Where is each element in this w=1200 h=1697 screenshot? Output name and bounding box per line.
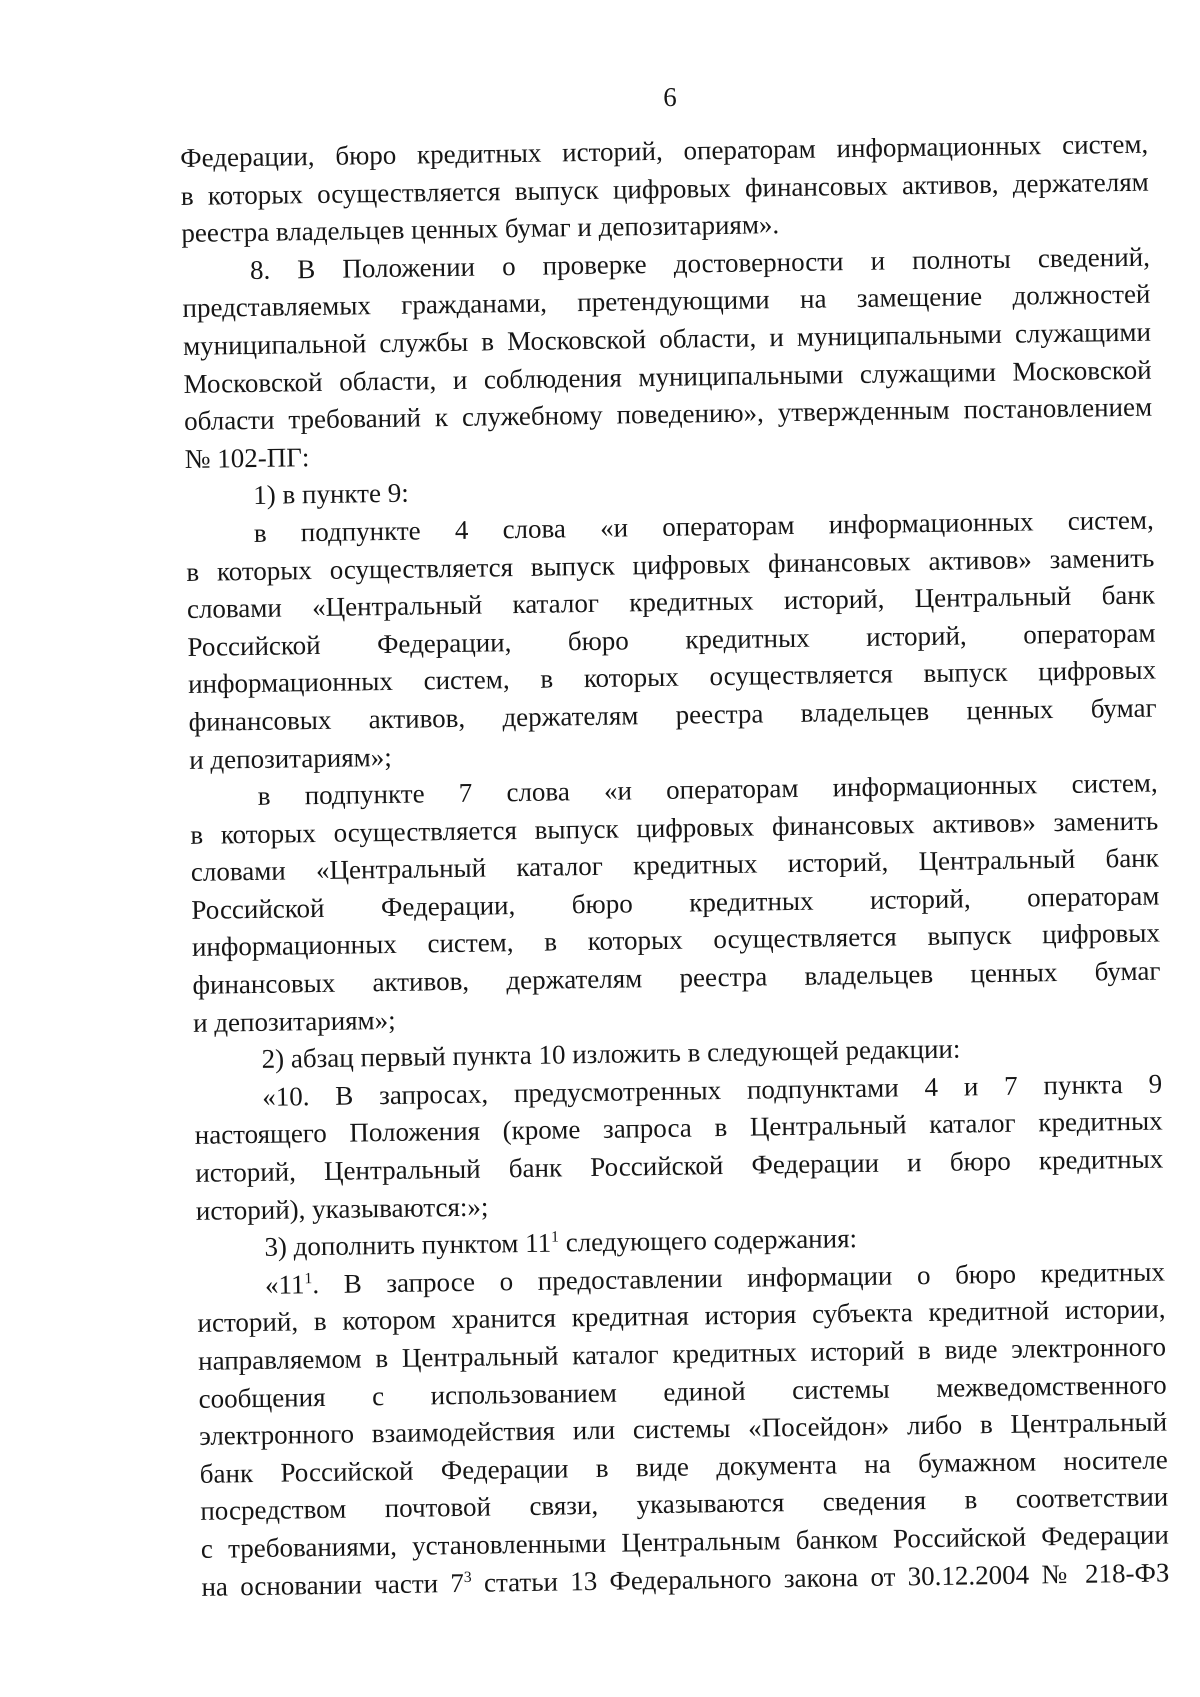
text-line: информационных систем, в которых осуществляется выпуск цифровых <box>187 654 1157 700</box>
text-line: историй, в котором хранится кредитная история субъекта кредитной истории, <box>197 1293 1166 1339</box>
text-line: 3) дополнить пунктом $11^1$ следующего содержания: <box>264 1223 858 1263</box>
text-line: в которых осуществляется выпуск цифровых финансовых активов» заменить <box>190 805 1159 850</box>
text-line: и депозитариям»; <box>192 1004 396 1038</box>
text-line: в подпункте 4 слова «и операторам информационных систем, <box>253 504 1154 548</box>
text-line: словами «Центральный каталог кредитных историй, Центральный банк <box>186 579 1156 625</box>
text-line: посредством почтовой связи, указываются сведения в соответствии <box>200 1481 1169 1527</box>
text-line: в которых осуществляется выпуск цифровых финансовых активов, держателям <box>180 166 1149 211</box>
text-line: в которых осуществляется выпуск цифровых финансовых активов» заменить <box>186 542 1155 587</box>
text-line: в подпункте 7 слова «и операторам информационных систем, <box>257 767 1158 812</box>
text-line: Российской Федерации, бюро кредитных историй, операторам <box>191 880 1160 925</box>
text-line: 8. В Положении о проверке достоверности и полноты сведений, <box>249 241 1151 285</box>
text-line: историй), указываются:»; <box>195 1191 489 1226</box>
text-line: информационных систем, в которых осуществляется выпуск цифровых <box>191 918 1161 963</box>
text-line: электронного взаимодействия или системы «Посейдон» либо в Центральный <box>199 1406 1168 1452</box>
text-line: историй, Центральный банк Российской Федерации и бюро кредитных <box>195 1143 1164 1188</box>
text-line: Федерации, бюро кредитных историй, операторам информационных систем, <box>180 128 1149 173</box>
text-line: сообщения с использованием единой системы межведомственного <box>198 1369 1167 1414</box>
text-line: и депозитариям»; <box>188 741 392 775</box>
text-line: Российской Федерации, бюро кредитных историй, операторам <box>187 617 1156 662</box>
text-line: 2) абзац первый пункта 10 изложить в следующей редакции: <box>261 1033 961 1075</box>
text-line: представляемых гражданами, претендующими на замещение должностей <box>182 278 1151 324</box>
text-line: на основании части $7^3$ статьи 13 Федерального закона от 30.12.2004 № 218-ФЗ <box>201 1557 1170 1602</box>
text-line: настоящего Положения (кроме запроса в Центральный каталог кредитных <box>194 1105 1163 1151</box>
text-line: банк Российской Федерации в виде документа на бумажном носителе <box>199 1444 1168 1489</box>
text-line: Московской области, и соблюдения муниципальными служащими Московской <box>183 354 1152 399</box>
text-line: реестра владельцев ценных бумаг и депозитариям». <box>181 209 780 249</box>
page-number: 6 <box>663 82 677 112</box>
text-line: финансовых активов, держателям реестра владельцев ценных бумаг <box>188 692 1157 737</box>
text-line: с требованиями, установленными Центральным банком Российской Федерации <box>200 1519 1170 1564</box>
document-body <box>180 126 1170 1606</box>
text-line: муниципальной службы в Московской области, и муниципальными служащими <box>182 316 1152 361</box>
text-line: «$11^1$. В запросе о предоставлении информации о бюро кредитных <box>264 1256 1166 1300</box>
text-line: области требований к служебному поведению», утвержденным постановлением <box>183 391 1153 437</box>
text-line: «10. В запросах, предусмотренных подпунктами 4 и 7 пункта 9 <box>261 1068 1163 1112</box>
text-line: словами «Центральный каталог кредитных историй, Центральный банк <box>190 842 1159 888</box>
text-line: финансовых активов, держателям реестра владельцев ценных бумаг <box>192 955 1161 1000</box>
text-line: № 102-ПГ: <box>184 441 310 474</box>
text-line: 1) в пункте 9: <box>253 477 409 511</box>
text-line: направляемом в Центральный каталог кредитных историй в виде электронного <box>197 1331 1167 1376</box>
